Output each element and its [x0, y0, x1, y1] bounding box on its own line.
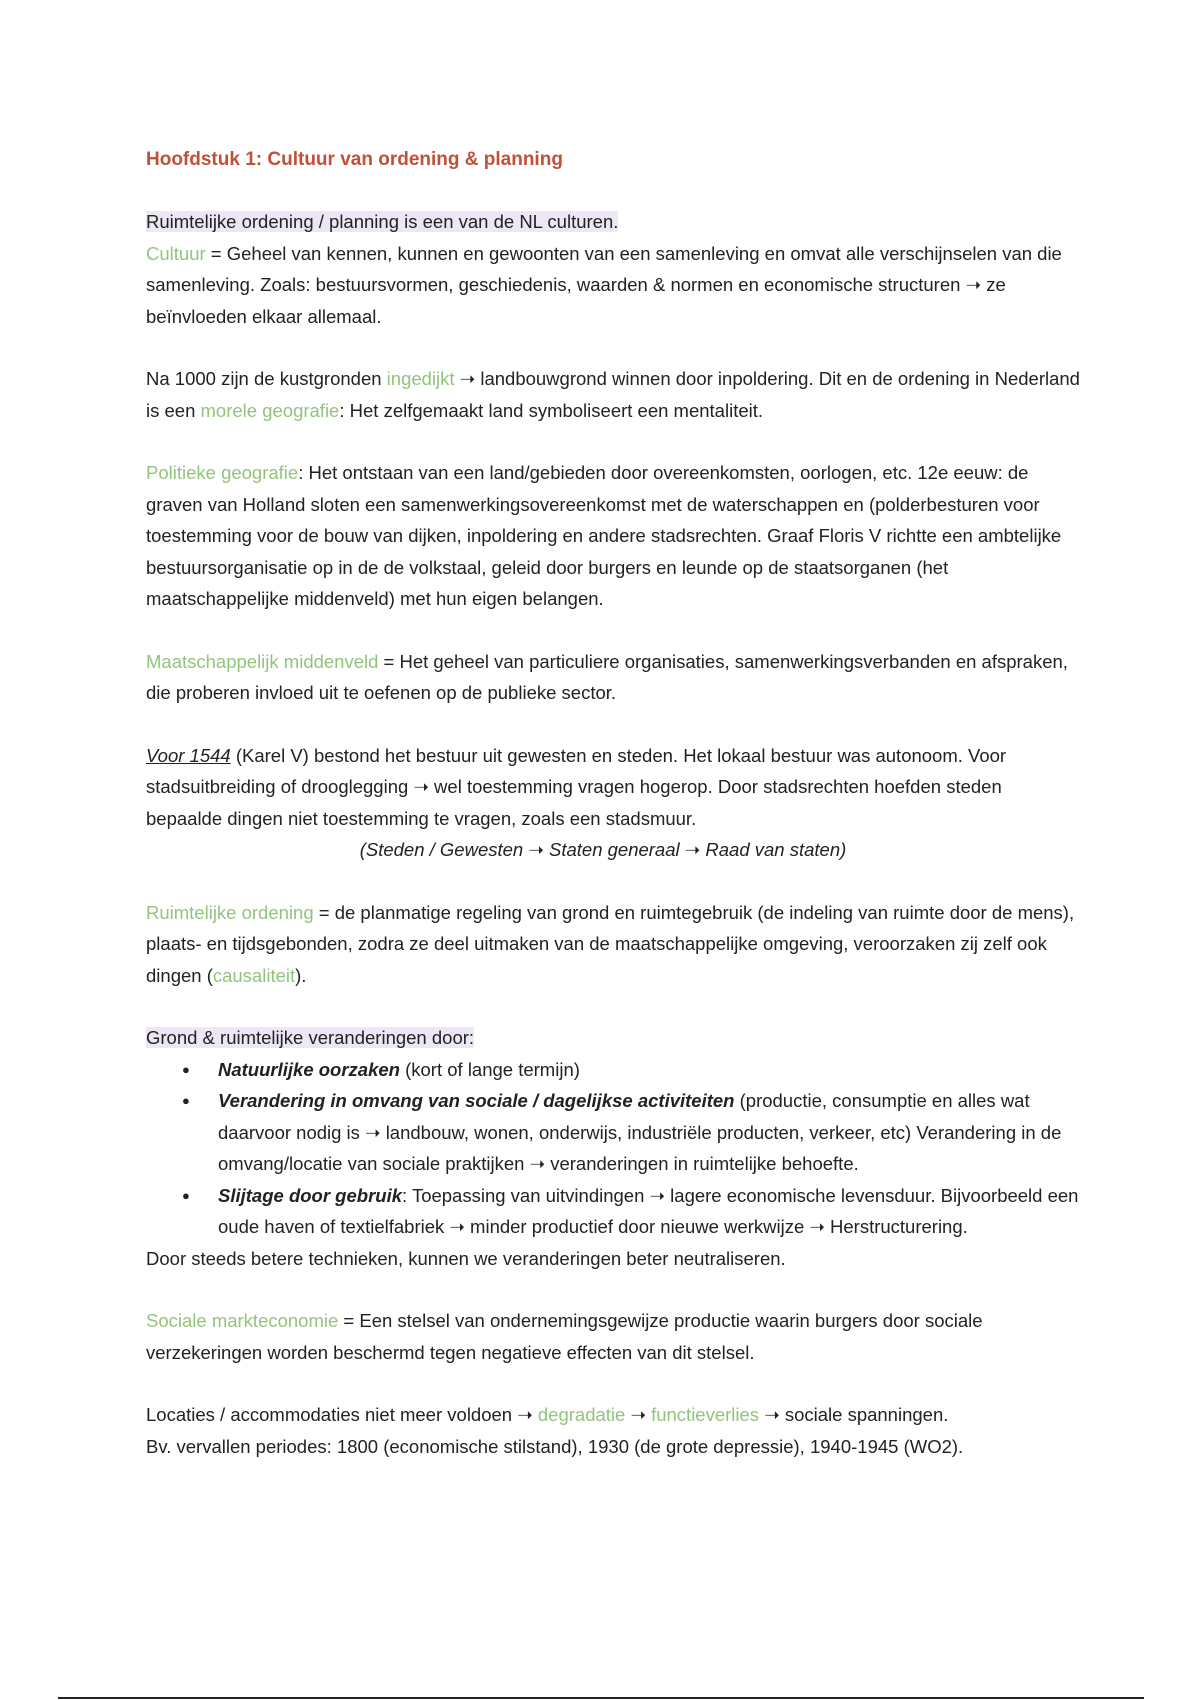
definition-middenveld: = Het geheel van particuliere organisaties, samenwerkingsverbanden en afspraken, die proberen invloed uit te oefenen op de publieke sector.	[146, 650, 1068, 703]
highlighted-intro: Ruimtelijke ordening / planning is een van de NL culturen.	[146, 211, 619, 232]
term-maatschappelijk-middenveld: Maatschappelijk middenveld	[146, 650, 379, 672]
bullet-list	[146, 1054, 1080, 1243]
definition-cultuur: = Geheel van kennen, kunnen en gewoonten van een samenleving en omvat alle verschijnselen van die samenleving. Zoals: bestuursvormen, geschiedenis, waarden & normen en economische structuren ➝ ze beïnvloeden elkaar allemaal.	[146, 242, 1062, 327]
underlined-date: Voor 1544	[146, 744, 231, 766]
list-item	[218, 1180, 1080, 1243]
text-segment: ).	[295, 964, 307, 986]
paragraph-inpoldering	[146, 363, 1080, 426]
hierarchy-line: (Steden / Gewesten ➝ Staten generaal ➝ Raad van staten)	[359, 839, 847, 860]
text-segment: ➝	[625, 1404, 652, 1425]
text-bestuur: (Karel V) bestond het bestuur uit gewesten en steden. Het lokaal bestuur was autonoom. Voor stadsuitbreiding of drooglegging ➝ wel toestemming vragen hogerop. Door stadsrechten hoefden steden bepaalde dingen niet toestemming te vragen, zoals een stadsmuur.	[146, 744, 1007, 829]
bullet-text: : Toepassing van uitvindingen ➝ lagere economische levensduur. Bijvoorbeeld een oude haven of textielfabriek ➝ minder productief door nieuwe werkwijze ➝ Herstructurering.	[218, 1184, 1079, 1237]
text-segment: = de planmatige regeling van grond en ruimtegebruik (de indeling van ruimte door de mens), plaats- en tijdsgebonden, zodra ze deel uitmaken van de maatschappelijke omgeving, veroorzaken zij zelf ook dingen (	[146, 901, 1075, 986]
term-ruimtelijke-ordening: Ruimtelijke ordening	[146, 901, 314, 923]
chapter-title: Hoofdstuk 1: Cultuur van ordening & planning	[146, 149, 563, 170]
text-segment: ➝ sociale spanningen.	[759, 1404, 949, 1425]
paragraph-degradatie	[146, 1399, 1080, 1462]
text-segment: ➝ landbouwgrond winnen door inpoldering. Dit en de ordening in Nederland is een	[146, 368, 1080, 421]
section-heading-wrap	[146, 1022, 1080, 1054]
term-degradatie: degradatie	[537, 1404, 626, 1425]
text-segment: : Het zelfgemaakt land symboliseert een mentaliteit.	[339, 399, 764, 421]
term-causaliteit: causaliteit	[212, 964, 296, 986]
paragraph-politieke-geografie	[146, 457, 1080, 615]
term-cultuur: Cultuur	[146, 242, 206, 264]
bullet-text: (kort of lange termijn)	[399, 1058, 580, 1080]
text-segment: Na 1000 zijn de kustgronden	[146, 368, 387, 389]
paragraph-sociale-markteconomie	[146, 1305, 1080, 1368]
vervallen-periodes: Bv. vervallen periodes: 1800 (economische stilstand), 1930 (de grote depressie), 1940-1945 (WO2).	[146, 1435, 964, 1457]
section-veranderingen	[146, 1022, 1080, 1274]
definition-sociale-markteconomie: = Een stelsel van ondernemingsgewijze productie waarin burgers door sociale verzekeringen worden beschermd tegen negatieve effecten van dit stelsel.	[146, 1310, 983, 1363]
term-sociale-markteconomie: Sociale markteconomie	[146, 1310, 339, 1331]
paragraph-voor-1544	[146, 740, 1080, 866]
bullet-term: Slijtage door gebruik	[218, 1184, 402, 1206]
list-item	[218, 1054, 1080, 1086]
paragraph-cultuur	[146, 206, 1080, 332]
bullet-term: Natuurlijke oorzaken	[218, 1058, 400, 1080]
term-morele-geografie: morele geografie	[200, 399, 340, 421]
list-item	[218, 1085, 1080, 1180]
term-ingedijkt: ingedijkt	[386, 368, 455, 389]
definition-politieke-geografie: : Het ontstaan van een land/gebieden door overeenkomsten, oorlogen, etc. 12e eeuw: de graven van Holland sloten een samenwerkingsovereenkomst met de waterschappen en (polderbesturen voor toestemming voor de bouw van dijken, inpoldering en andere stadsrechten. Graaf Floris V richtte een ambtelijke bestuursorganisatie op in de de volkstaal, geleid door burgers en leunde op de staatsorganen (het maatschappelijke middenveld) met hun eigen belangen.	[146, 462, 1062, 609]
closing-line: Door steeds betere technieken, kunnen we veranderingen beter neutraliseren.	[146, 1247, 786, 1269]
text-segment: Locaties / accommodaties niet meer voldoen ➝	[146, 1404, 538, 1425]
bottom-divider	[58, 1697, 1144, 1699]
paragraph-ruimtelijke-ordening	[146, 897, 1080, 992]
term-politieke-geografie: Politieke geografie	[146, 462, 299, 483]
paragraph-middenveld	[146, 646, 1080, 709]
highlighted-heading: Grond & ruimtelijke veranderingen door:	[146, 1027, 475, 1048]
bullet-term: Verandering in omvang van sociale / dagelijkse activiteiten	[218, 1090, 735, 1111]
term-functieverlies: functieverlies	[651, 1404, 760, 1425]
bullet-text: (productie, consumptie en alles wat daarvoor nodig is ➝ landbouw, wonen, onderwijs, industriële producten, verkeer, etc) Verandering in de omvang/locatie van sociale praktijken ➝ veranderingen in ruimtelijke behoefte.	[218, 1090, 1062, 1174]
